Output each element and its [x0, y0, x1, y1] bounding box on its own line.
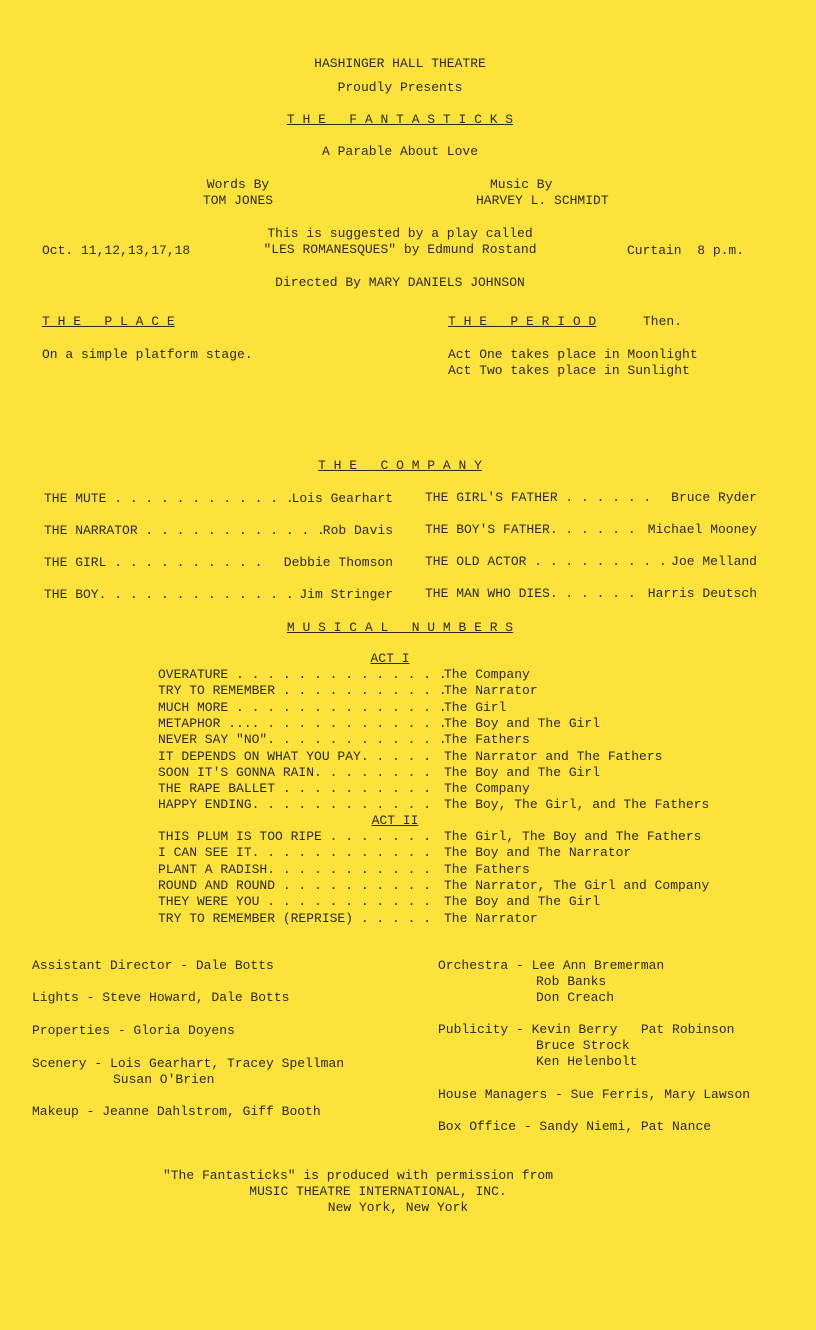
cast-row: [425, 554, 667, 570]
suggested-line-2: "LES ROMANESQUES" by Edmund Rostand: [263, 242, 537, 257]
song-performer: The Girl, The Boy and The Fathers: [444, 829, 702, 844]
role: THE NARRATOR . . . . . . . . . . . .: [44, 523, 325, 538]
licensor-line: MUSIC THEATRE INTERNATIONAL, INC.: [249, 1184, 507, 1199]
orchestra-member: Rob Banks: [536, 974, 607, 989]
assistant-director: Assistant Director - Dale Botts: [32, 958, 274, 973]
song-performer: The Narrator: [444, 683, 538, 699]
company-heading: T H E C O M P A N Y: [318, 458, 482, 473]
period-then: Then.: [643, 314, 683, 329]
song-performer: The Narrator: [444, 910, 538, 926]
song-title: I CAN SEE IT. . . . . . . . . . . .: [158, 845, 432, 861]
song-performer: The Girl: [444, 699, 507, 715]
song-title: MUCH MORE . . . . . . . . . . . . . .: [158, 699, 447, 715]
publicity-credit: Publicity - Kevin Berry Pat Robinson: [438, 1022, 735, 1037]
role: THE MUTE . . . . . . . . . . . .: [44, 491, 294, 506]
licensor-city: New York, New York: [327, 1200, 469, 1215]
period-heading: T H E P E R I O D: [448, 314, 597, 329]
theatre-name: HASHINGER HALL THEATRE: [314, 56, 486, 71]
role: THE BOY'S FATHER. . . . . .: [425, 522, 636, 537]
place-heading: T H E P L A C E: [42, 314, 175, 329]
song-performer: The Fathers: [444, 732, 530, 748]
cast-row: [44, 587, 294, 603]
song-title: THIS PLUM IS TOO RIPE . . . . . . .: [158, 829, 432, 844]
role: THE MAN WHO DIES. . . . . .: [425, 586, 636, 601]
song-title: THEY WERE YOU . . . . . . . . . . .: [158, 894, 432, 910]
music-by-label: Music By: [490, 177, 553, 192]
actor: Rob Davis: [322, 523, 393, 538]
cast-row: [425, 586, 636, 602]
suggested-line-1: This is suggested by a play called: [267, 226, 533, 241]
lights-credit: Lights - Steve Howard, Dale Botts: [32, 990, 290, 1005]
song-title: PLANT A RADISH. . . . . . . . . . .: [158, 861, 432, 877]
actor: Lois Gearhart: [291, 491, 393, 506]
act-one-label: ACT I: [370, 651, 410, 666]
words-by-name: TOM JONES: [202, 193, 274, 208]
orchestra-credit: Orchestra - Lee Ann Bremerman: [438, 958, 665, 973]
role: THE OLD ACTOR . . . . . . . . .: [425, 554, 667, 569]
role: THE BOY. . . . . . . . . . . . .: [44, 587, 294, 602]
song-title: TRY TO REMEMBER . . . . . . . . . . .: [158, 683, 447, 699]
actor: Harris Deutsch: [647, 586, 757, 601]
role: THE GIRL . . . . . . . . . .: [44, 555, 263, 570]
properties-credit: Properties - Gloria Doyens: [32, 1023, 235, 1038]
period-act-two: Act Two takes place in Sunlight: [448, 363, 690, 378]
permission-line: "The Fantasticks" is produced with permission from: [162, 1168, 554, 1183]
actor: Bruce Ryder: [671, 490, 757, 505]
box-office-credit: Box Office - Sandy Niemi, Pat Nance: [438, 1119, 712, 1134]
publicity-member: Ken Helenbolt: [536, 1054, 638, 1069]
song-title: THE RAPE BALLET . . . . . . . . . .: [158, 781, 432, 797]
song-title: ROUND AND ROUND . . . . . . . . . .: [158, 877, 432, 893]
cast-row: [425, 522, 636, 538]
song-performer: The Boy and The Girl: [444, 894, 601, 910]
song-performer: The Narrator, The Girl and Company: [444, 877, 710, 893]
scenery-credit-cont: Susan O'Brien: [113, 1072, 215, 1087]
song-title: NEVER SAY "NO". . . . . . . . . . . .: [158, 732, 447, 748]
song-performer: The Boy and The Girl: [444, 764, 601, 780]
director-line: Directed By MARY DANIELS JOHNSON: [275, 275, 525, 290]
show-subtitle: A Parable About Love: [321, 144, 479, 159]
music-by-name: HARVEY L. SCHMIDT: [476, 193, 609, 208]
actor: Michael Mooney: [647, 522, 757, 537]
house-managers-credit: House Managers - Sue Ferris, Mary Lawson: [438, 1087, 751, 1102]
makeup-credit: Makeup - Jeanne Dahlstrom, Giff Booth: [32, 1104, 321, 1119]
performance-dates: Oct. 11,12,13,17,18: [42, 243, 191, 258]
cast-row: [425, 490, 651, 506]
cast-row: [44, 491, 294, 507]
show-title: T H E F A N T A S T I C K S: [286, 112, 514, 127]
song-performer: The Fathers: [444, 861, 530, 877]
act-two-label: ACT II: [371, 813, 419, 828]
song-title: HAPPY ENDING. . . . . . . . . . . .: [158, 797, 432, 813]
song-title: TRY TO REMEMBER (REPRISE) . . . . .: [158, 910, 432, 926]
song-title: OVERATURE . . . . . . . . . . . . . .: [158, 667, 447, 682]
orchestra-member: Don Creach: [536, 990, 615, 1005]
presents-line: Proudly Presents: [337, 80, 463, 95]
song-title: METAPHOR .... . . . . . . . . . . . .: [158, 715, 447, 731]
role: THE GIRL'S FATHER . . . . . .: [425, 490, 652, 505]
period-act-one: Act One takes place in Moonlight: [448, 347, 698, 362]
song-performer: The Company: [444, 667, 530, 682]
song-performer: The Company: [444, 781, 530, 797]
song-performer: The Boy and The Girl: [444, 715, 601, 731]
scenery-credit: Scenery - Lois Gearhart, Tracey Spellman: [32, 1056, 345, 1071]
actor: Jim Stringer: [299, 587, 393, 602]
place-text: On a simple platform stage.: [42, 347, 253, 362]
curtain-time: Curtain 8 p.m.: [627, 243, 745, 258]
song-performer: The Boy and The Narrator: [444, 845, 632, 861]
song-title: IT DEPENDS ON WHAT YOU PAY. . . . .: [158, 748, 432, 764]
words-by-label: Words By: [206, 177, 270, 192]
actor: Debbie Thomson: [283, 555, 393, 570]
musical-numbers-heading: M U S I C A L N U M B E R S: [286, 620, 514, 635]
cast-row: [44, 523, 325, 539]
song-performer: The Boy, The Girl, and The Fathers: [444, 797, 710, 813]
song-title: SOON IT'S GONNA RAIN. . . . . . . .: [158, 764, 432, 780]
cast-row: [44, 555, 262, 571]
publicity-member: Bruce Strock: [536, 1038, 630, 1053]
actor: Joe Melland: [671, 554, 757, 569]
song-performer: The Narrator and The Fathers: [444, 748, 663, 764]
